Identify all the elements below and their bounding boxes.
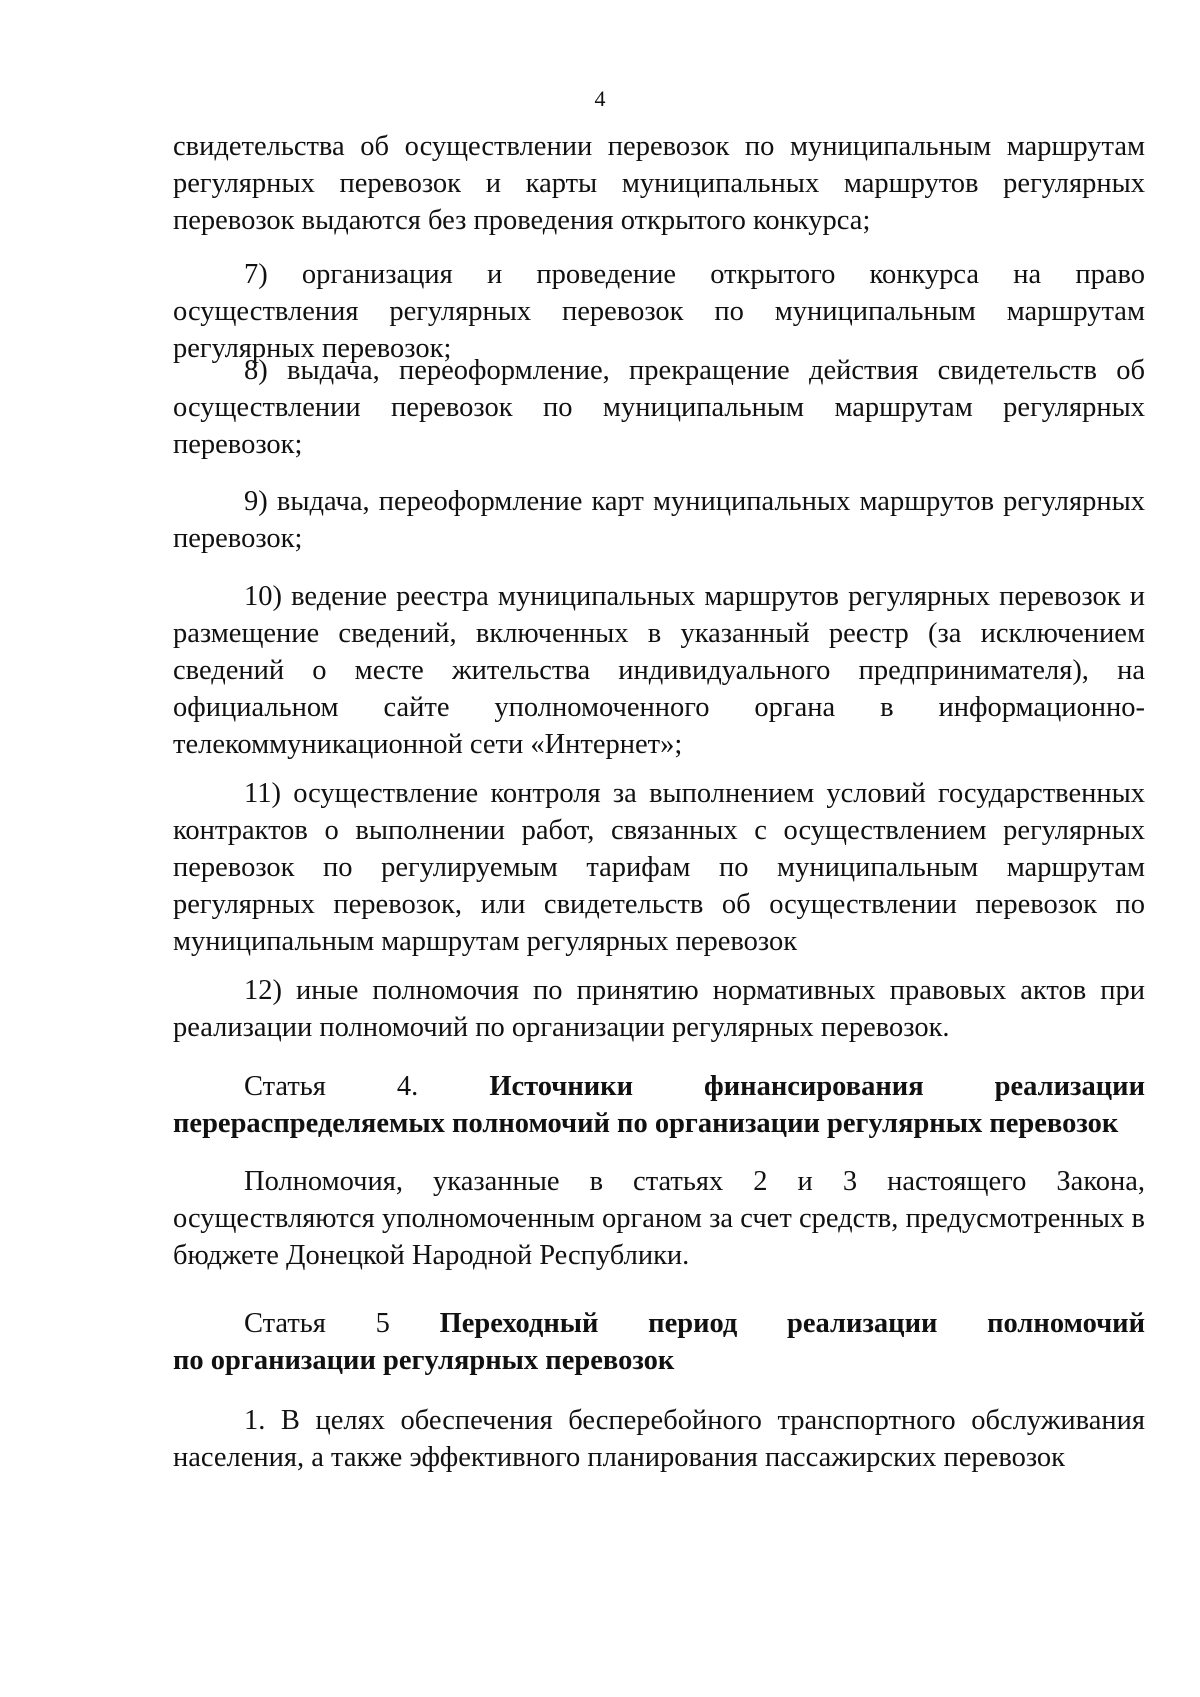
paragraph-item-7: 7) организация и проведение открытого конкурса на право осуществления регулярных перевозок по муниципальным маршрутам регулярных перевозок; (173, 259, 1145, 364)
article-4-title-line1: Источники финансирования реализации (489, 1071, 1146, 1102)
article-5-label: Статья 5 (244, 1308, 390, 1339)
article-4-heading-line1 (173, 1068, 1145, 1105)
paragraph-item-9: 9) выдача, переоформление карт муниципальных маршрутов регулярных перевозок; (173, 486, 1145, 554)
article-4-title-line2: перераспределяемых полномочий по организации регулярных перевозок (173, 1108, 1119, 1139)
article-5-title-line1: Переходный период реализации полномочий (439, 1308, 1146, 1339)
article-5-heading-line1 (173, 1305, 1145, 1342)
article-4-heading (173, 1068, 1145, 1142)
article-5-title-line2: по организации регулярных перевозок (173, 1345, 675, 1376)
paragraph-item-10: 10) ведение реестра муниципальных маршрутов регулярных перевозок и размещение сведений, включенных в указанный реестр (за исключением сведений о месте жительства индивидуального предпринимателя), на официальном сайте уполномоченного органа в информационно-телекоммуникационной сети «Интернет»; (173, 581, 1145, 760)
article-4-body: Полномочия, указанные в статьях 2 и 3 настоящего Закона, осуществляются уполномоченным органом за счет средств, предусмотренных в бюджете Донецкой Народной Республики. (173, 1166, 1145, 1271)
paragraph-item-11: 11) осуществление контроля за выполнением условий государственных контрактов о выполнении работ, связанных с осуществлением регулярных перевозок по регулируемым тарифам по муниципальным маршрутам регулярных перевозок, или свидетельств об осуществлении перевозок по муниципальным маршрутам регулярных перевозок (173, 778, 1145, 957)
article-5-heading (173, 1305, 1145, 1379)
page-number: 4 (594, 86, 606, 111)
paragraph-item-12: 12) иные полномочия по принятию нормативных правовых актов при реализации полномочий по организации регулярных перевозок. (173, 975, 1145, 1043)
paragraph-item-8: 8) выдача, переоформление, прекращение действия свидетельств об осуществлении перевозок по муниципальным маршрутам регулярных перевозок; (173, 355, 1145, 460)
paragraph-continuation: свидетельства об осуществлении перевозок по муниципальным маршрутам регулярных перевозок и карты муниципальных маршрутов регулярных перевозок выдаются без проведения открытого конкурса; (173, 131, 1145, 236)
article-5-paragraph-1: 1. В целях обеспечения бесперебойного транспортного обслуживания населения, а также эффективного планирования пассажирских перевозок (173, 1405, 1145, 1473)
article-4-label: Статья 4. (244, 1071, 419, 1102)
